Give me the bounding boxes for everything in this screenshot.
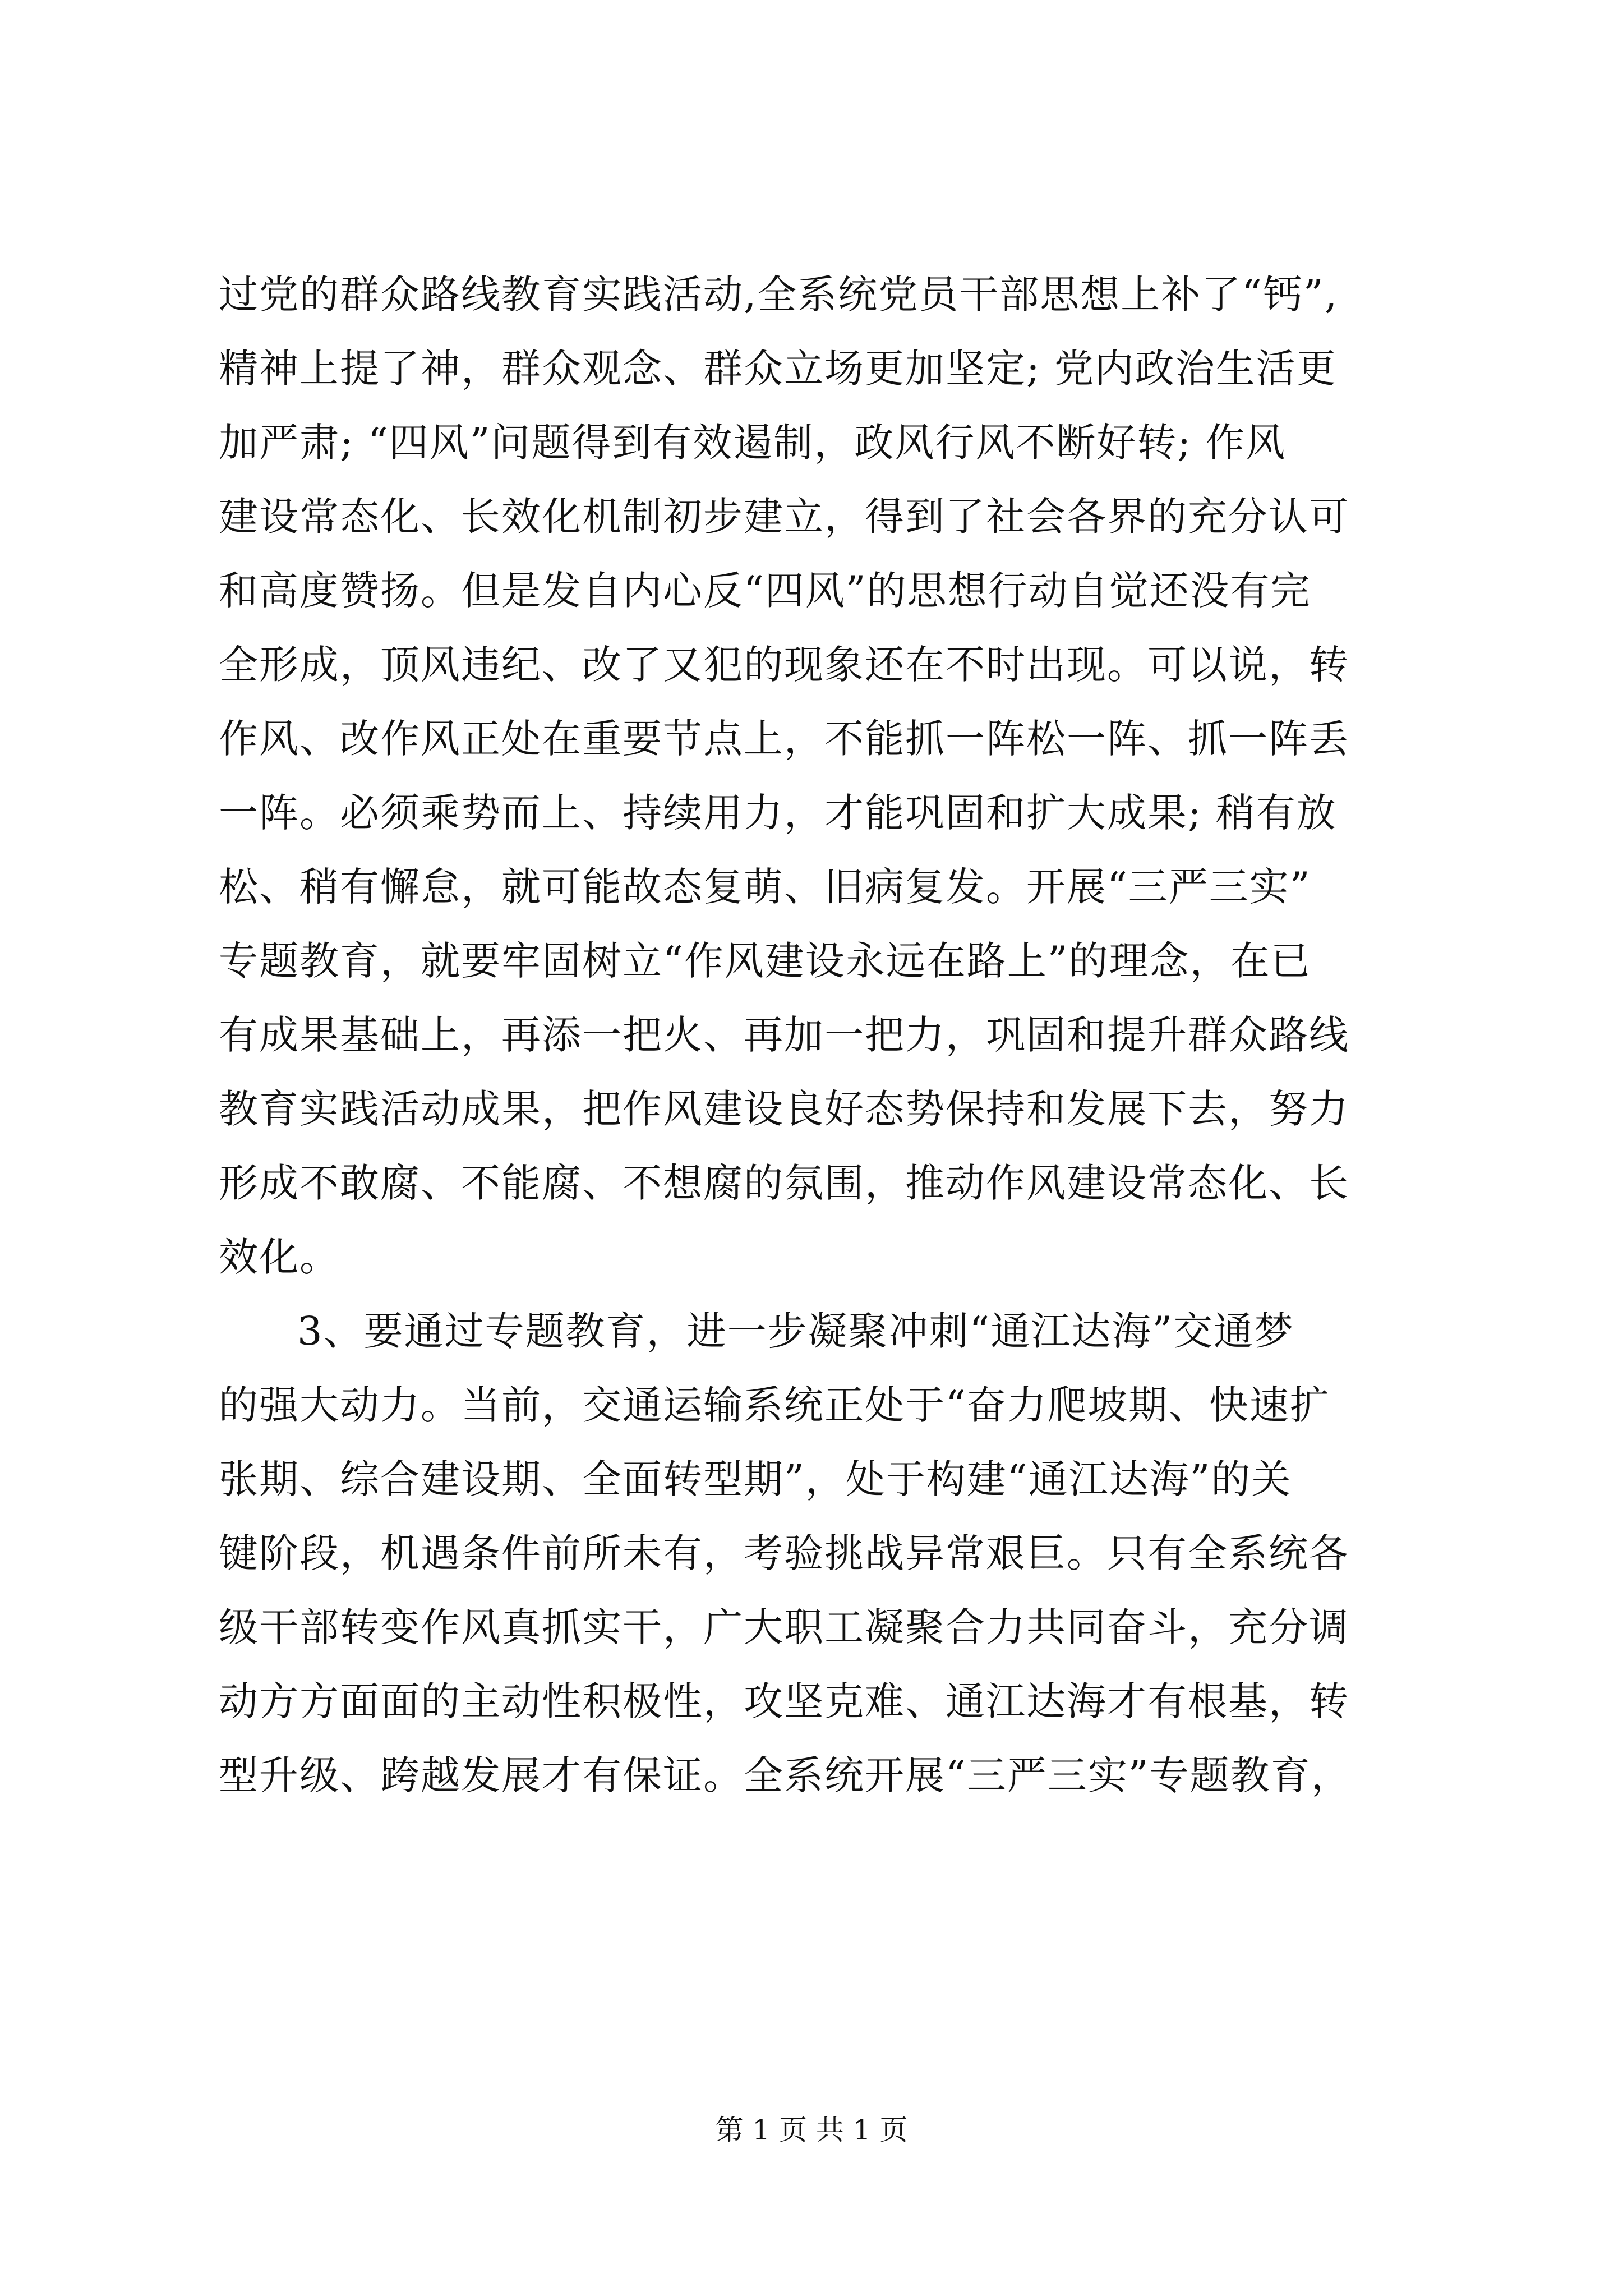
text-line: 张期、综合建设期、全面转型期”，处于构建“通江达海”的关 bbox=[219, 1456, 1292, 1502]
text-line: 精神上提了神，群众观念、群众立场更加坚定; 党内政治生活更 bbox=[219, 346, 1337, 392]
text-line: 级干部转变作风真抓实干，广大职工凝聚合力共同奋斗，充分调 bbox=[219, 1604, 1349, 1650]
page-number-footer: 第 1 页 共 1 页 bbox=[715, 2114, 908, 2146]
text-line: 专题教育，就要牢固树立“作风建设永远在路上”的理念，在已 bbox=[219, 938, 1311, 984]
text-line: 建设常态化、长效化机制初步建立，得到了社会各界的充分认可 bbox=[219, 494, 1349, 540]
text-line: 过党的群众路线教育实践活动,全系统党员干部思想上补了“钙”, bbox=[219, 272, 1339, 318]
text-line: 松、稍有懈怠，就可能故态复萌、旧病复发。开展“三严三实” bbox=[219, 864, 1311, 910]
text-line: 加严肃; “四风”问题得到有效遏制，政风行风不断好转; 作风 bbox=[219, 420, 1287, 466]
text-line: 和高度赞扬。但是发自内心反“四风”的思想行动自觉还没有完 bbox=[219, 568, 1311, 614]
text-line: 型升级、跨越发展才有保证。全系统开展“三严三实”专题教育， bbox=[219, 1752, 1352, 1798]
text-line: 有成果基础上，再添一把火、再加一把力，巩固和提升群众路线 bbox=[219, 1012, 1349, 1058]
text-line: 教育实践活动成果，把作风建设良好态势保持和发展下去，努力 bbox=[219, 1086, 1349, 1132]
text-line: 的强大动力。当前，交通运输系统正处于“奋力爬坡期、快速扩 bbox=[219, 1382, 1330, 1428]
text-line: 形成不敢腐、不能腐、不想腐的氛围，推动作风建设常态化、长 bbox=[219, 1160, 1349, 1206]
paragraph-first-line: 3、要通过专题教育，进一步凝聚冲刺“通江达海”交通梦 bbox=[297, 1308, 1295, 1354]
text-line: 一阵。必须乘势而上、持续用力，才能巩固和扩大成果; 稍有放 bbox=[219, 790, 1337, 836]
text-line: 全形成，顶风违纪、改了又犯的现象还在不时出现。可以说，转 bbox=[219, 642, 1349, 688]
text-line: 键阶段，机遇条件前所未有，考验挑战异常艰巨。只有全系统各 bbox=[219, 1530, 1349, 1576]
text-line: 作风、改作风正处在重要节点上，不能抓一阵松一阵、抓一阵丢 bbox=[219, 716, 1349, 762]
text-line: 效化。 bbox=[219, 1234, 340, 1280]
text-line: 动方方面面的主动性积极性，攻坚克难、通江达海才有根基，转 bbox=[219, 1678, 1349, 1724]
